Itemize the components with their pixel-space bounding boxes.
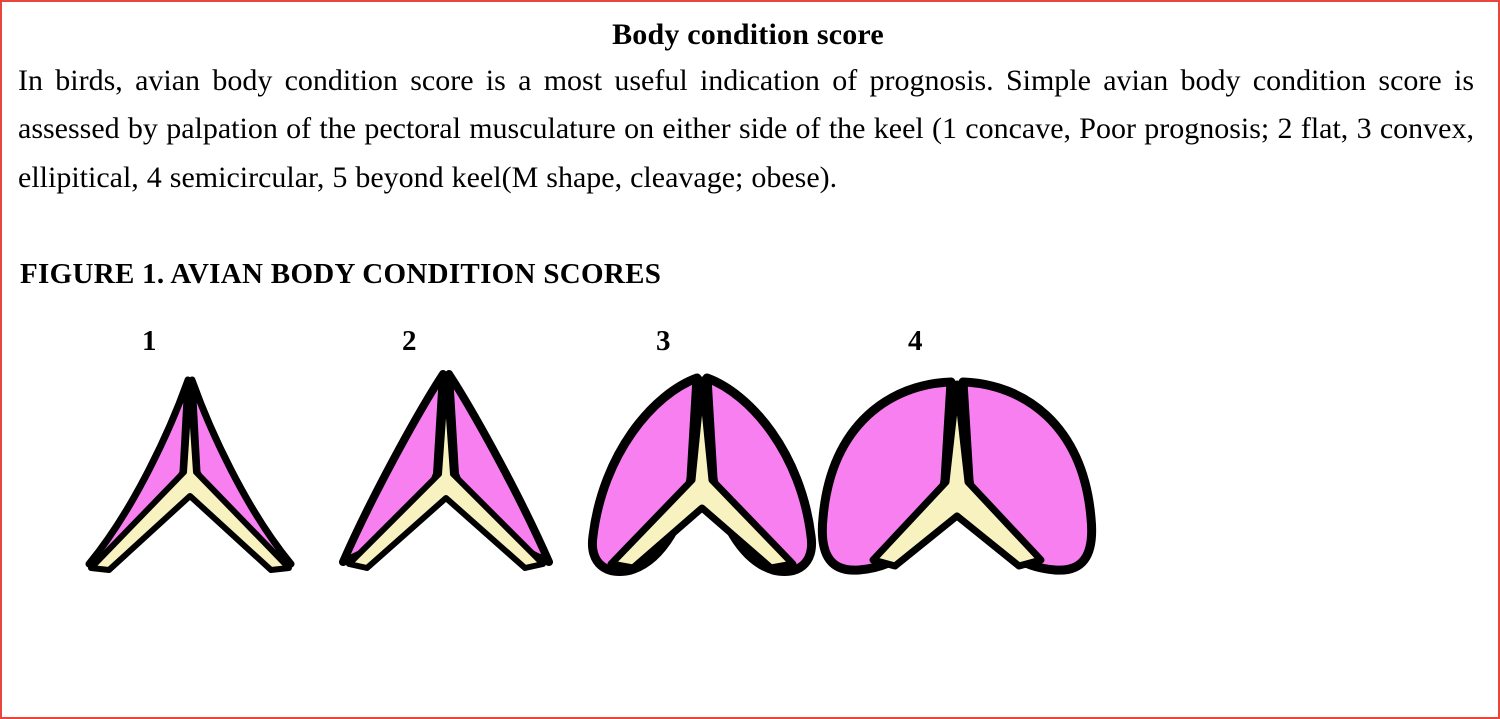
keel-cross-section-3-icon — [579, 368, 825, 588]
page-title: Body condition score — [612, 18, 884, 51]
score-item-2 — [318, 325, 574, 588]
score-item-4 — [830, 325, 1086, 588]
figure-1 — [16, 325, 1480, 625]
score-item-3 — [574, 325, 830, 588]
score-label-1: 1 — [142, 325, 157, 358]
score-item-1 — [62, 325, 318, 588]
figure-heading: FIGURE 1. AVIAN BODY CONDITION SCORES — [20, 258, 662, 291]
keel-cross-section-2-icon — [331, 368, 561, 588]
score-row — [16, 325, 1480, 588]
keel-cross-section-4-icon — [813, 368, 1103, 588]
body-paragraph: In birds, avian body condition score is a most useful indication of prognosis. Simple avian body condition score is assessed by palpation of the pectoral musculature on either side of the keel (1 concave, Poor prognosis; 2 flat, 3 convex, ellipitical, 4 semicircular, 5 beyond keel(M shape, cleavage; obese). — [18, 63, 1474, 194]
keel-cross-section-1-icon — [75, 368, 305, 588]
score-label-3: 3 — [656, 325, 671, 358]
score-label-4: 4 — [908, 325, 923, 358]
score-label-2: 2 — [402, 325, 417, 358]
document-content — [2, 2, 1498, 625]
